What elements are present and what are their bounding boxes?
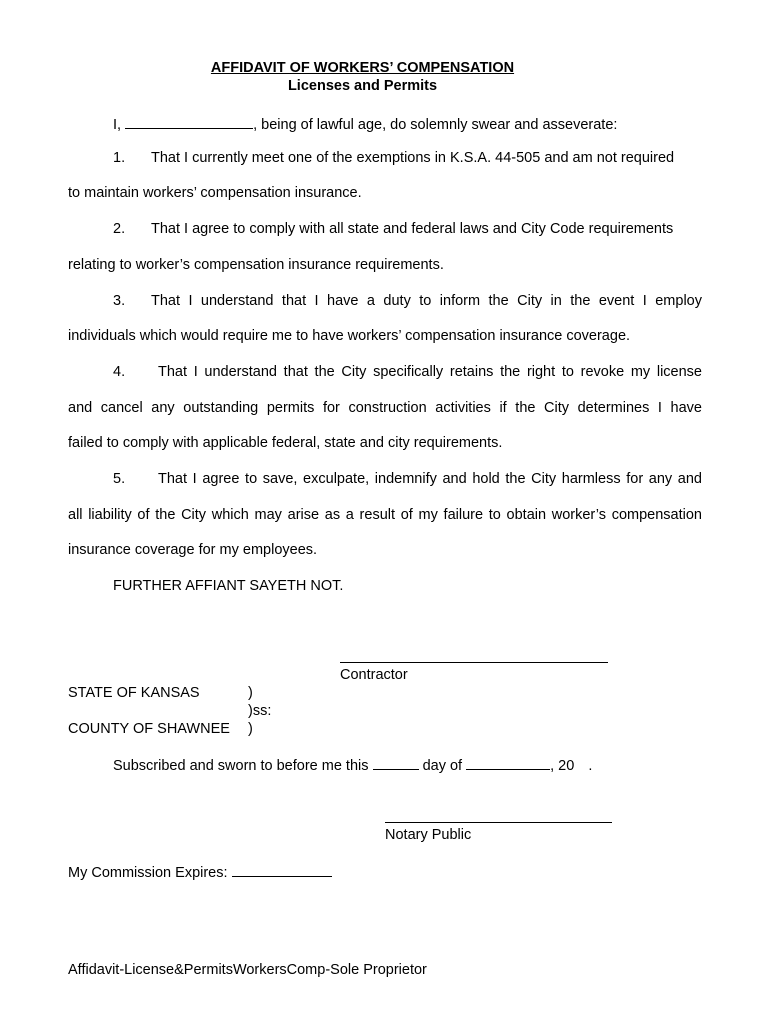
- venue-state: STATE OF KANSAS: [68, 685, 200, 701]
- document-title: AFFIDAVIT OF WORKERS’ COMPENSATION: [210, 60, 515, 76]
- item-1-first-line: That I currently meet one of the exemptions in K.S.A. 44-505 and am not required: [151, 150, 675, 166]
- sworn-line: [113, 755, 592, 775]
- sworn-day-blank[interactable]: [373, 755, 419, 770]
- item-3-first-line: That I understand that I have a duty to inform the City in the event I employ: [151, 293, 702, 309]
- item-3-number: 3.: [113, 293, 126, 309]
- closing-statement: FURTHER AFFIANT SAYETH NOT.: [113, 578, 344, 594]
- notary-label: Notary Public: [385, 827, 472, 843]
- item-4-continuation-1: and cancel any outstanding permits for construction activities if the City determines I have: [68, 400, 702, 416]
- item-4-first-line: That I understand that the City specifically retains the right to revoke my license: [158, 364, 702, 380]
- item-2-first-line: That I agree to comply with all state and federal laws and City Code requirements: [151, 221, 674, 237]
- sworn-text-1: Subscribed and sworn to before me this: [113, 758, 369, 774]
- item-5-number: 5.: [113, 471, 126, 487]
- affiant-name-blank[interactable]: [125, 114, 253, 129]
- item-5-continuation-1: all liability of the City which may arise as a result of my failure to obtain worker’s compensation: [68, 507, 702, 523]
- venue-ss: )ss:: [248, 703, 272, 719]
- sworn-text-3: , 20: [550, 758, 575, 774]
- item-3-continuation: individuals which would require me to have workers’ compensation insurance coverage.: [68, 328, 631, 344]
- notary-signature-line[interactable]: [385, 822, 612, 823]
- document-subtitle: Licenses and Permits: [287, 78, 438, 94]
- sworn-text-2: day of: [422, 758, 463, 774]
- document-footer: Affidavit-License&PermitsWorkersComp-Sole Proprietor: [68, 962, 427, 978]
- oath-line: [113, 114, 617, 134]
- item-5-continuation-2: insurance coverage for my employees.: [68, 542, 318, 558]
- venue-county: COUNTY OF SHAWNEE: [68, 721, 230, 737]
- contractor-signature-line[interactable]: [340, 662, 608, 663]
- sworn-month-blank[interactable]: [466, 755, 550, 770]
- commission-line: [68, 862, 332, 882]
- item-2-number: 2.: [113, 221, 126, 237]
- commission-label: My Commission Expires:: [68, 865, 228, 881]
- venue-state-paren: ): [248, 685, 253, 701]
- item-4-number: 4.: [113, 364, 126, 380]
- sworn-text-4: .: [588, 758, 593, 774]
- item-1-continuation: to maintain workers’ compensation insurance.: [68, 185, 362, 201]
- item-4-continuation-2: failed to comply with applicable federal, state and city requirements.: [68, 435, 503, 451]
- oath-prefix: I,: [113, 117, 122, 133]
- commission-date-blank[interactable]: [232, 862, 332, 877]
- venue-county-paren: ): [248, 721, 253, 737]
- item-2-continuation: relating to worker’s compensation insurance requirements.: [68, 257, 444, 273]
- oath-suffix: , being of lawful age, do solemnly swear and asseverate:: [253, 117, 618, 133]
- contractor-label: Contractor: [340, 667, 408, 683]
- item-1-number: 1.: [113, 150, 126, 166]
- item-5-first-line: That I agree to save, exculpate, indemnify and hold the City harmless for any and: [158, 471, 702, 487]
